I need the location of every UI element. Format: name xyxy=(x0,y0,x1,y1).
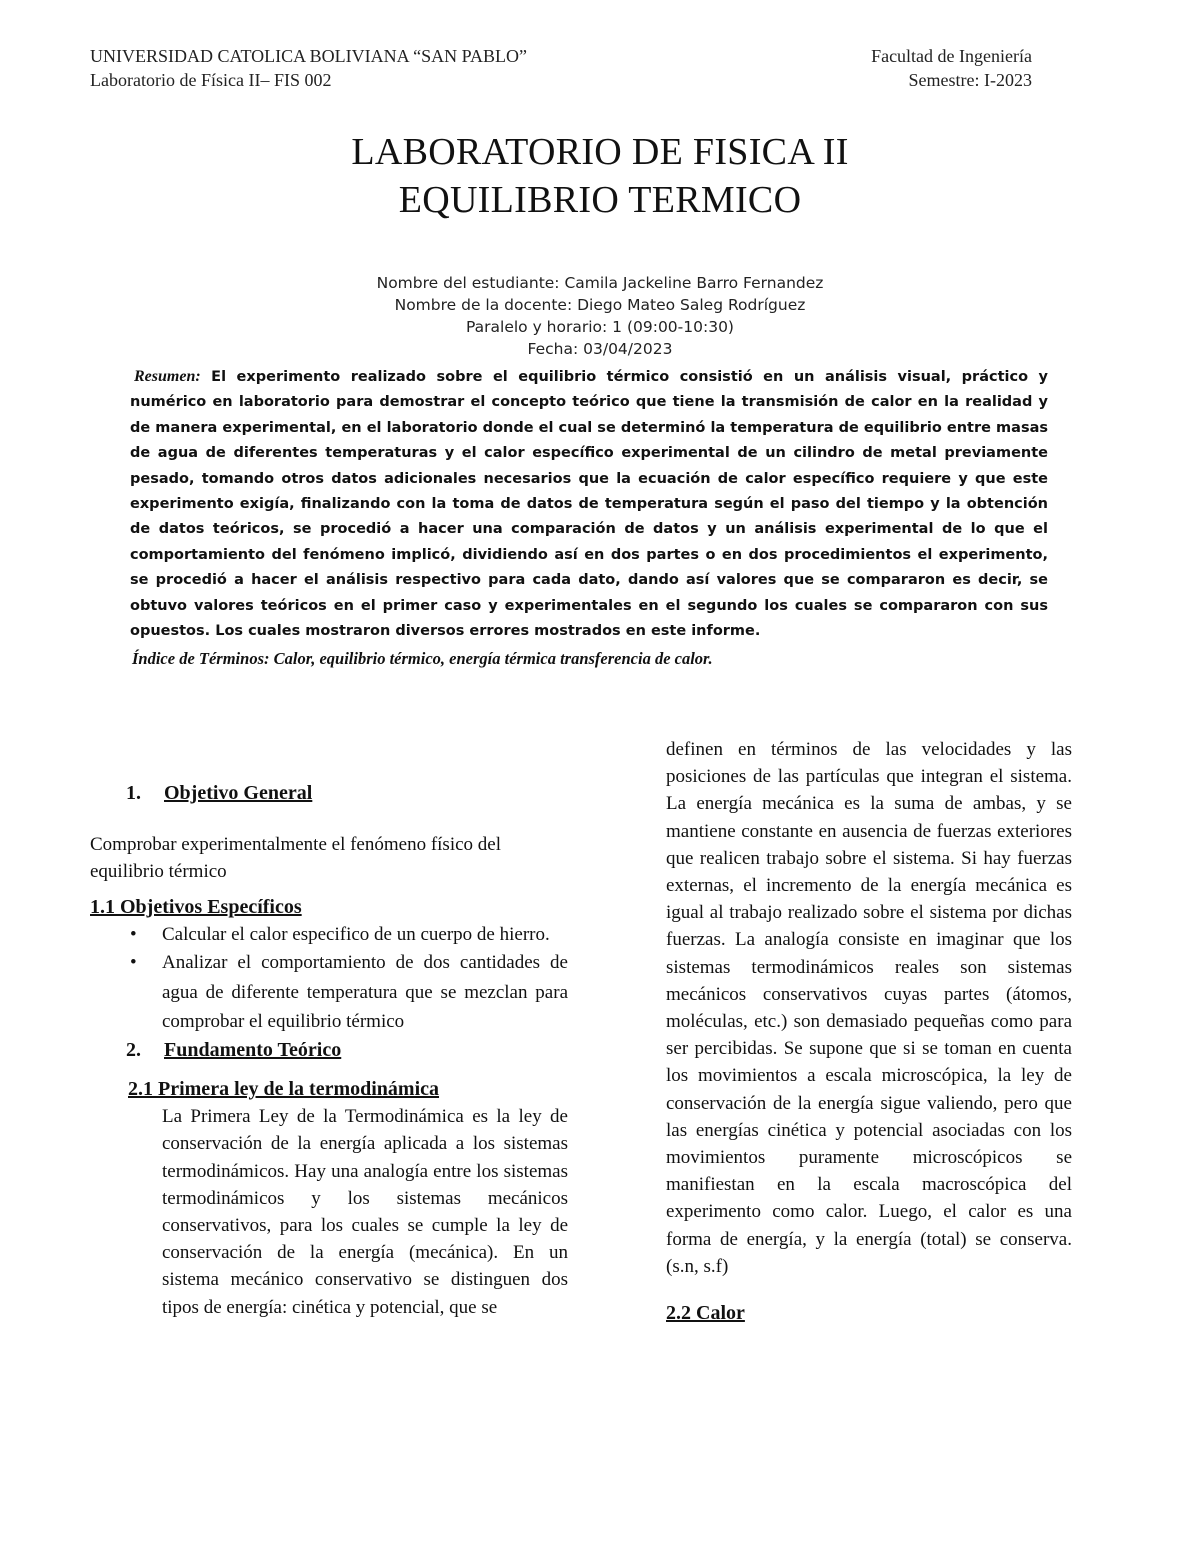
section-1-heading xyxy=(88,780,570,807)
teacher-name: Nombre de la docente: Diego Mateo Saleg Rodríguez xyxy=(394,296,806,314)
section-1-1-heading xyxy=(90,894,570,921)
title-line-1: LABORATORIO DE FISICA II xyxy=(351,131,849,173)
section-2-number: 2. xyxy=(126,1038,141,1061)
general-objective: Comprobar experimentalmente el fenómeno físico del equilibrio térmico xyxy=(90,834,501,883)
document-title xyxy=(0,128,1200,224)
list-item xyxy=(90,921,568,948)
index-terms: Índice de Términos: Calor, equilibrio térmico, energía térmica transferencia de calor. xyxy=(132,649,713,668)
right-column xyxy=(666,736,1072,1327)
section-2-1-heading: 2.1 Primera ley de la termodinámica xyxy=(128,1078,440,1100)
header-right xyxy=(871,44,1032,92)
objective-text: Calcular el calor especifico de un cuerpo de hierro. xyxy=(162,923,550,945)
abstract-text: El experimento realizado sobre el equilibrio térmico consistió en un análisis visual, práctico y numérico en laboratorio para demostrar el concepto teórico que tiene la transmisión de calor en la realidad y de manera experimental, en el laboratorio donde el cual se determinó la temperatura de equilibrio entre masas de agua de diferentes temperaturas y el calor específico experimental de un cilindro de metal previamente pesado, tomando otros datos adicionales necesarios que la ecuación de calor específico requiere y que este experimento exigía, finalizando con la toma de datos de temperatura según el paso del tiempo y la obtención de datos teóricos, se procedió a hacer una comparación de datos y un análisis experimental de lo que el comportamiento del fenómeno implicó, dividiendo así en dos partes o en dos procedimientos el experimento, se procedió a hacer el análisis respectivo para cada dato, dando así valores que se compararon es decir, se obtuvo valores teóricos en el primer caso y experimentales en el segundo los cuales se compararon con sus opuestos. Los cuales mostraron diversos errores mostrados en este informe. xyxy=(130,369,1048,640)
semester-label: Semestre: I-2023 xyxy=(908,70,1032,90)
schedule: Paralelo y horario: 1 (09:00-10:30) xyxy=(466,318,734,336)
section-2-title: Fundamento Teórico xyxy=(164,1038,342,1061)
abstract xyxy=(130,364,1048,644)
bullet-icon: • xyxy=(130,923,137,945)
specific-objectives-list xyxy=(90,921,570,1037)
abstract-label: Resumen: xyxy=(134,368,201,385)
faculty-name: Facultad de Ingeniería xyxy=(871,46,1032,66)
title-line-2: EQUILIBRIO TERMICO xyxy=(398,179,802,221)
section-1-title: Objetivo General xyxy=(164,782,313,804)
section-2-1-continuation: definen en términos de las velocidades y las posiciones de las partículas que integran el sistema. La energía mecánica es la suma de ambas, y se mantiene constante en ausencia de fuerzas exteriores que realicen trabajo sobre el sistema. Si hay fuerzas externas, el incremento de la energía mecánica es igual al trabajo realizado sobre el sistema por dichas fuerzas. La analogía consiste en imaginar que los sistemas termodinámicos reales son sistemas mecánicos conservativos cuyas partes (átomos, moléculas, etc.) son demasiado pequeñas como para ser percibidas. Se supone que si se toman en cuenta los movimientos a escala microscópica, la ley de conservación de la energía sigue valiendo, pero que las energías cinética y potencial asociadas con los movimientos puramente microscópicos se manifiestan en la escala macroscópica del experimento como calor. Luego, el calor es una forma de energía, y la energía (total) se conserva. (s.n, s.f) xyxy=(666,739,1072,1277)
course-name: Laboratorio de Física II– FIS 002 xyxy=(90,70,332,90)
bullet-icon: • xyxy=(130,952,137,974)
left-column xyxy=(90,780,570,1321)
student-name: Nombre del estudiante: Camila Jackeline Barro Fernandez xyxy=(376,274,824,292)
section-1-number: 1. xyxy=(126,782,141,804)
section-2-1-text: La Primera Ley de la Termodinámica es la ley de conservación de la energía aplicada a los sistemas termodinámicos. Hay una analogía entre los sistemas termodinámicos y los sistemas mecánicos conservativos, para los cuales se cumple la ley de conservación de la energía (mecánica). En un sistema mecánico conservativo se distinguen dos tipos de energía: cinética y potencial, que se xyxy=(162,1106,568,1318)
header-left xyxy=(90,44,527,92)
section-2-heading xyxy=(88,1037,570,1064)
list-item xyxy=(90,948,568,1037)
section-1-1-title: 1.1 Objetivos Específicos xyxy=(90,895,302,918)
report-date: Fecha: 03/04/2023 xyxy=(527,340,673,358)
university-name: UNIVERSIDAD CATOLICA BOLIVIANA “SAN PABLO” xyxy=(90,46,528,66)
author-info xyxy=(0,272,1200,360)
objective-text: Analizar el comportamiento de dos cantidades de agua de diferente temperatura que se mezclan para comprobar el equilibrio térmico xyxy=(162,952,568,1033)
section-2-2-heading: 2.2 Calor xyxy=(666,1302,745,1325)
